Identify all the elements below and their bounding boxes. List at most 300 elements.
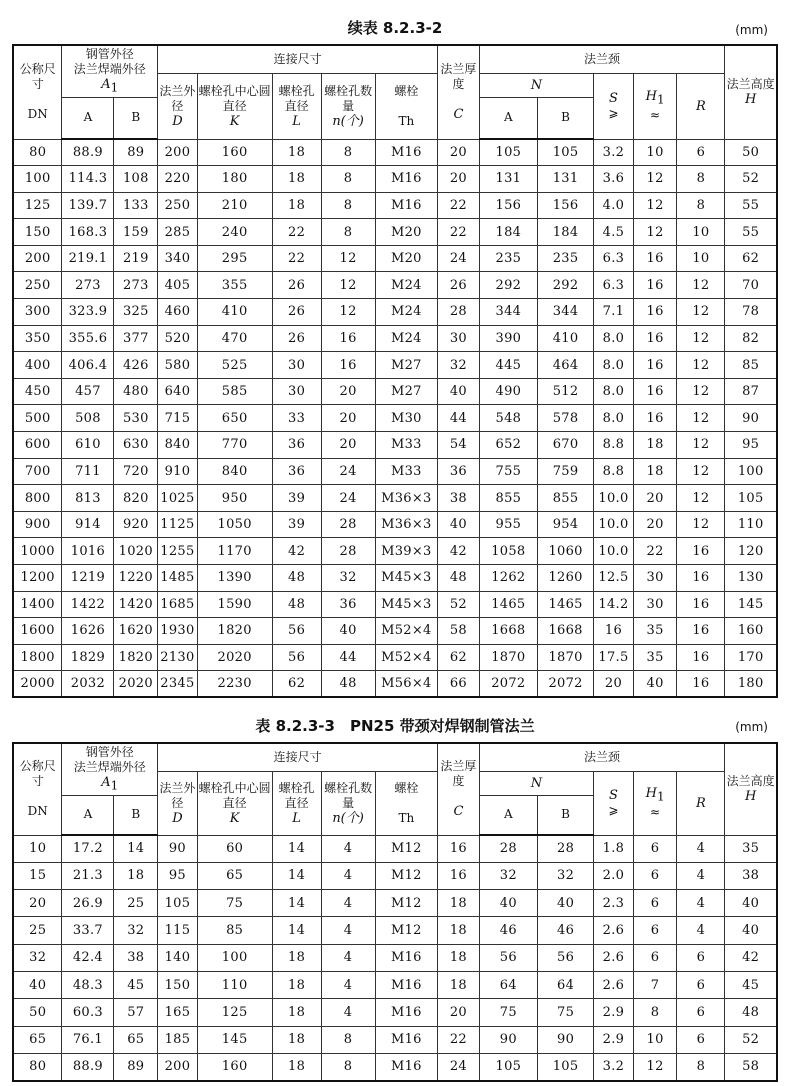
table-cell: 26 — [272, 325, 321, 352]
table-cell: 2345 — [158, 671, 198, 698]
table-cell: 20 — [321, 378, 375, 405]
table-cell: 26 — [272, 299, 321, 326]
table-cell: 42 — [438, 538, 480, 565]
table-cell: 6 — [677, 971, 725, 998]
table-cell: 38 — [725, 862, 777, 889]
table-cell: 18 — [272, 944, 321, 971]
table-row — [13, 511, 777, 538]
table-cell: 235 — [538, 245, 594, 272]
table-cell: 7.1 — [594, 299, 634, 326]
table-cell: 26.9 — [62, 890, 114, 917]
table-cell: 75 — [197, 890, 272, 917]
table-cell: 64 — [479, 971, 537, 998]
table-cell: 200 — [158, 1053, 198, 1080]
table-cell: M16 — [375, 999, 437, 1026]
table-cell: 20 — [438, 139, 480, 166]
table-cell: 24 — [438, 245, 480, 272]
table-cell: 48 — [438, 565, 480, 592]
table-cell: 210 — [197, 192, 272, 219]
table-cell: 62 — [272, 671, 321, 698]
table-cell: 35 — [633, 644, 677, 671]
table-cell: 445 — [479, 352, 537, 379]
table-cell: 50 — [13, 999, 62, 1026]
table-cell: 1060 — [538, 538, 594, 565]
table-cell: 56 — [479, 944, 537, 971]
table-cell: 145 — [197, 1026, 272, 1053]
table-cell: 40 — [321, 618, 375, 645]
table-cell: 70 — [725, 272, 777, 299]
col-bolt-hole: 螺栓孔直径 L — [272, 73, 321, 139]
table-cell: 1829 — [62, 644, 114, 671]
table-cell: 18 — [633, 458, 677, 485]
table-cell: 40 — [438, 378, 480, 405]
table-cell: 1820 — [197, 618, 272, 645]
table-cell: 610 — [62, 432, 114, 459]
table-cell: 220 — [158, 166, 198, 193]
table-cell: 20 — [633, 511, 677, 538]
table-cell: 18 — [114, 862, 158, 889]
table-cell: 159 — [114, 219, 158, 246]
table-row — [13, 862, 777, 889]
table-cell: 250 — [158, 192, 198, 219]
table-cell: 759 — [538, 458, 594, 485]
table-cell: 1422 — [62, 591, 114, 618]
table-cell: 90 — [158, 835, 198, 862]
table-cell: 235 — [479, 245, 537, 272]
table-cell: 16 — [594, 618, 634, 645]
table-cell: 4 — [677, 917, 725, 944]
table-cell: 548 — [479, 405, 537, 432]
table-cell: 160 — [725, 618, 777, 645]
table-cell: 22 — [438, 192, 480, 219]
table-cell: 75 — [479, 999, 537, 1026]
table-cell: 4 — [677, 835, 725, 862]
table-cell: M24 — [375, 325, 437, 352]
table-cell: 273 — [114, 272, 158, 299]
col-flange-thickness: 法兰厚度 C — [438, 45, 480, 139]
table-cell: 133 — [114, 192, 158, 219]
table-cell: 60.3 — [62, 999, 114, 1026]
table-cell: 390 — [479, 325, 537, 352]
table-cell: 6.3 — [594, 272, 634, 299]
table-cell: 25 — [13, 917, 62, 944]
table-row — [13, 671, 777, 698]
table-cell: 58 — [725, 1053, 777, 1080]
table-row — [13, 272, 777, 299]
table-cell: 28 — [479, 835, 537, 862]
table-cell: 40 — [633, 671, 677, 698]
table-cell: 18 — [272, 999, 321, 1026]
table-cell: 1620 — [114, 618, 158, 645]
table-cell: 8.0 — [594, 405, 634, 432]
table-row — [13, 944, 777, 971]
table-row — [13, 565, 777, 592]
table-cell: 52 — [725, 1026, 777, 1053]
table-cell: M12 — [375, 835, 437, 862]
col-neck-r: R — [677, 771, 725, 835]
table-cell: 48 — [272, 565, 321, 592]
table-cell: 36 — [438, 458, 480, 485]
table-row — [13, 352, 777, 379]
table-cell: 6 — [633, 944, 677, 971]
table-cell: 1590 — [197, 591, 272, 618]
table-cell: 2130 — [158, 644, 198, 671]
table-cell: 88.9 — [62, 139, 114, 166]
table-cell: 10.0 — [594, 538, 634, 565]
table-cell: M52×4 — [375, 618, 437, 645]
table-cell: 40 — [479, 890, 537, 917]
table-cell: 1485 — [158, 565, 198, 592]
table-cell: 12.5 — [594, 565, 634, 592]
table-cell: 14.2 — [594, 591, 634, 618]
table-cell: 464 — [538, 352, 594, 379]
table-cell: 85 — [725, 352, 777, 379]
table-cell: 16 — [633, 405, 677, 432]
table-cell: 48 — [321, 671, 375, 698]
table-cell: 125 — [197, 999, 272, 1026]
table-cell: 21.3 — [62, 862, 114, 889]
table-cell: 715 — [158, 405, 198, 432]
table-row — [13, 835, 777, 862]
table-cell: 530 — [114, 405, 158, 432]
table-cell: 10 — [633, 139, 677, 166]
table-cell: 520 — [158, 325, 198, 352]
table-cell: 42.4 — [62, 944, 114, 971]
table-cell: 12 — [677, 511, 725, 538]
table-cell: M20 — [375, 219, 437, 246]
table-cell: 6 — [633, 835, 677, 862]
table-cell: 426 — [114, 352, 158, 379]
table-cell: 1400 — [13, 591, 62, 618]
table-cell: 6 — [677, 999, 725, 1026]
table-cell: 131 — [479, 166, 537, 193]
table-cell: M56×4 — [375, 671, 437, 698]
table-cell: M16 — [375, 166, 437, 193]
table-cell: 4 — [321, 917, 375, 944]
table-cell: 56 — [538, 944, 594, 971]
table-cell: 12 — [677, 352, 725, 379]
table-cell: 4 — [321, 999, 375, 1026]
col-bolt-circle: 螺栓孔中心圆直径 K — [197, 73, 272, 139]
table-cell: 25 — [114, 890, 158, 917]
table-cell: M39×3 — [375, 538, 437, 565]
table-cell: 105 — [538, 1053, 594, 1080]
table-cell: 3.2 — [594, 139, 634, 166]
table-cell: M27 — [375, 352, 437, 379]
table-cell: 89 — [114, 1053, 158, 1080]
col-pipe-od: 钢管外径 法兰焊端外径 $A_1$ — [62, 45, 158, 97]
col-neck-n: N — [479, 771, 593, 795]
table-cell: 22 — [633, 538, 677, 565]
table-cell: 105 — [479, 1053, 537, 1080]
table-cell: 16 — [438, 835, 480, 862]
table-cell: 10 — [633, 1026, 677, 1053]
table-cell: 1262 — [479, 565, 537, 592]
col-pipe-b: B — [114, 795, 158, 835]
table-cell: 115 — [158, 917, 198, 944]
table-cell: 650 — [197, 405, 272, 432]
table-cell: 2.6 — [594, 971, 634, 998]
table-cell: 954 — [538, 511, 594, 538]
table-cell: 12 — [677, 485, 725, 512]
table-cell: 65 — [114, 1026, 158, 1053]
table-cell: 500 — [13, 405, 62, 432]
table-cell: 165 — [158, 999, 198, 1026]
table-cell: 22 — [438, 1026, 480, 1053]
table-cell: 100 — [197, 944, 272, 971]
table-row — [13, 538, 777, 565]
table-cell: 140 — [158, 944, 198, 971]
table-cell: 450 — [13, 378, 62, 405]
table-cell: 18 — [438, 971, 480, 998]
table-cell: 40 — [725, 890, 777, 917]
flange-table-continued — [12, 44, 778, 698]
table-cell: 12 — [321, 299, 375, 326]
table-cell: 2000 — [13, 671, 62, 698]
table-cell: 4.0 — [594, 192, 634, 219]
col-neck-s: S ⩾ — [594, 73, 634, 139]
table-cell: 4 — [321, 835, 375, 862]
table-cell: 820 — [114, 485, 158, 512]
table-cell: 18 — [633, 432, 677, 459]
table-cell: 4 — [677, 890, 725, 917]
table-cell: 1058 — [479, 538, 537, 565]
col-flange-od: 法兰外径 D — [158, 73, 198, 139]
table-cell: 250 — [13, 272, 62, 299]
table-cell: 14 — [272, 917, 321, 944]
table-row — [13, 139, 777, 166]
table-cell: 3.6 — [594, 166, 634, 193]
table-cell: 55 — [725, 192, 777, 219]
table-cell: 105 — [158, 890, 198, 917]
table-cell: 17.5 — [594, 644, 634, 671]
col-bolt-hole: 螺栓孔直径 L — [272, 771, 321, 835]
table-cell: 585 — [197, 378, 272, 405]
table-cell: M16 — [375, 944, 437, 971]
table-cell: M45×3 — [375, 565, 437, 592]
table-cell: 6 — [633, 890, 677, 917]
table-cell: 295 — [197, 245, 272, 272]
table-cell: 18 — [272, 166, 321, 193]
table-cell: M30 — [375, 405, 437, 432]
table-cell: 470 — [197, 325, 272, 352]
table-cell: 2.6 — [594, 944, 634, 971]
table-cell: 508 — [62, 405, 114, 432]
table-row — [13, 485, 777, 512]
table-cell: 105 — [538, 139, 594, 166]
table-cell: 4.5 — [594, 219, 634, 246]
table-cell: 87 — [725, 378, 777, 405]
table-cell: 66 — [438, 671, 480, 698]
table-cell: 1255 — [158, 538, 198, 565]
col-bolt-circle: 螺栓孔中心圆直径 K — [197, 771, 272, 835]
table-cell: 16 — [633, 299, 677, 326]
table-cell: 344 — [538, 299, 594, 326]
table2-unit: (mm) — [735, 720, 768, 734]
table-cell: M16 — [375, 139, 437, 166]
table-cell: 325 — [114, 299, 158, 326]
table-cell: 8 — [321, 139, 375, 166]
table1-unit: (mm) — [735, 23, 768, 37]
table-cell: 56 — [272, 618, 321, 645]
table-cell: 58 — [438, 618, 480, 645]
col-flange-od: 法兰外径 D — [158, 771, 198, 835]
table-cell: 18 — [438, 890, 480, 917]
table-cell: 18 — [272, 192, 321, 219]
table-cell: 30 — [633, 565, 677, 592]
table-cell: 8 — [677, 166, 725, 193]
table-cell: 955 — [479, 511, 537, 538]
table-cell: 12 — [633, 166, 677, 193]
table-cell: 920 — [114, 511, 158, 538]
col-bolt-qty: 螺栓孔数量 n(个) — [321, 771, 375, 835]
table-row — [13, 166, 777, 193]
table-cell: 48 — [272, 591, 321, 618]
table-cell: 30 — [438, 325, 480, 352]
table-cell: 65 — [13, 1026, 62, 1053]
table-cell: 8.0 — [594, 378, 634, 405]
table-row — [13, 219, 777, 246]
table-cell: 55 — [725, 219, 777, 246]
table-cell: 410 — [197, 299, 272, 326]
table-cell: 50 — [725, 139, 777, 166]
table-cell: 48 — [725, 999, 777, 1026]
table-cell: 90 — [479, 1026, 537, 1053]
table-cell: 12 — [677, 458, 725, 485]
col-n-a: A — [479, 97, 537, 139]
table-cell: 457 — [62, 378, 114, 405]
table-cell: 2032 — [62, 671, 114, 698]
table-cell: 15 — [13, 862, 62, 889]
table-cell: 160 — [197, 139, 272, 166]
table-row — [13, 458, 777, 485]
table-cell: 14 — [272, 862, 321, 889]
table-cell: 6.3 — [594, 245, 634, 272]
table-cell: 840 — [197, 458, 272, 485]
table-cell: 16 — [677, 671, 725, 698]
table-cell: 80 — [13, 1053, 62, 1080]
table-cell: 8 — [677, 192, 725, 219]
table-cell: 42 — [272, 538, 321, 565]
table-cell: 1016 — [62, 538, 114, 565]
table-cell: 4 — [321, 890, 375, 917]
table-cell: 400 — [13, 352, 62, 379]
table-cell: 20 — [594, 671, 634, 698]
table-cell: 18 — [272, 1053, 321, 1080]
table-row — [13, 245, 777, 272]
table-cell: 1020 — [114, 538, 158, 565]
table-cell: 14 — [114, 835, 158, 862]
table-cell: 350 — [13, 325, 62, 352]
table-cell: 28 — [321, 511, 375, 538]
table-cell: 20 — [633, 485, 677, 512]
col-pipe-a: A — [62, 795, 114, 835]
table-cell: 578 — [538, 405, 594, 432]
col-flange-neck: 法兰颈 — [479, 743, 725, 771]
table-cell: 36 — [272, 458, 321, 485]
table-cell: 406.4 — [62, 352, 114, 379]
table-row — [13, 971, 777, 998]
table-cell: 30 — [272, 378, 321, 405]
table-cell: 33 — [272, 405, 321, 432]
table-cell: 900 — [13, 511, 62, 538]
table-row — [13, 378, 777, 405]
table-cell: 110 — [197, 971, 272, 998]
table-cell: 640 — [158, 378, 198, 405]
table-cell: 8 — [321, 219, 375, 246]
table-cell: M36×3 — [375, 511, 437, 538]
table-cell: 32 — [321, 565, 375, 592]
table-cell: 145 — [725, 591, 777, 618]
table-cell: 490 — [479, 378, 537, 405]
table-cell: 600 — [13, 432, 62, 459]
table-cell: 344 — [479, 299, 537, 326]
table-cell: 16 — [438, 862, 480, 889]
table-cell: 32 — [479, 862, 537, 889]
table-cell: 76.1 — [62, 1026, 114, 1053]
table-cell: 12 — [321, 245, 375, 272]
table-cell: 200 — [13, 245, 62, 272]
table1-caption: 续表 8.2.3-2 — [347, 19, 443, 37]
table-cell: 840 — [158, 432, 198, 459]
table-cell: 1465 — [538, 591, 594, 618]
table-cell: 22 — [272, 245, 321, 272]
table-cell: 855 — [479, 485, 537, 512]
table-cell: 33.7 — [62, 917, 114, 944]
table-cell: 1220 — [114, 565, 158, 592]
table-cell: 6 — [677, 139, 725, 166]
table-cell: 1870 — [538, 644, 594, 671]
table-cell: 4 — [321, 944, 375, 971]
table-cell: 17.2 — [62, 835, 114, 862]
table-cell: 4 — [677, 862, 725, 889]
col-connection-size: 连接尺寸 — [158, 743, 438, 771]
table-cell: 1930 — [158, 618, 198, 645]
table-row — [13, 405, 777, 432]
table-cell: 950 — [197, 485, 272, 512]
table-cell: M16 — [375, 971, 437, 998]
table-cell: 130 — [725, 565, 777, 592]
table-cell: 4 — [321, 862, 375, 889]
table-cell: 8 — [633, 999, 677, 1026]
table-cell: 1626 — [62, 618, 114, 645]
table-cell: 18 — [272, 1026, 321, 1053]
col-flange-height: 法兰高度 H — [725, 743, 777, 835]
table-cell: 12 — [677, 432, 725, 459]
table-cell: 2.3 — [594, 890, 634, 917]
table-cell: 22 — [438, 219, 480, 246]
table-cell: 32 — [438, 352, 480, 379]
col-nominal-size: 公称尺寸 DN — [13, 743, 62, 835]
table-cell: 185 — [158, 1026, 198, 1053]
table-cell: 36 — [272, 432, 321, 459]
table-cell: 1170 — [197, 538, 272, 565]
table-cell: 35 — [725, 835, 777, 862]
table-cell: 39 — [272, 485, 321, 512]
table-cell: 1050 — [197, 511, 272, 538]
table-cell: 18 — [438, 944, 480, 971]
table-cell: 184 — [479, 219, 537, 246]
col-neck-h1: $H_1$ ≈ — [633, 73, 677, 139]
table-cell: 114.3 — [62, 166, 114, 193]
table-cell: 219 — [114, 245, 158, 272]
table-cell: 711 — [62, 458, 114, 485]
table-cell: 1125 — [158, 511, 198, 538]
table-cell: 16 — [677, 618, 725, 645]
table-cell: 10 — [677, 245, 725, 272]
table-cell: 38 — [438, 485, 480, 512]
table-cell: 139.7 — [62, 192, 114, 219]
